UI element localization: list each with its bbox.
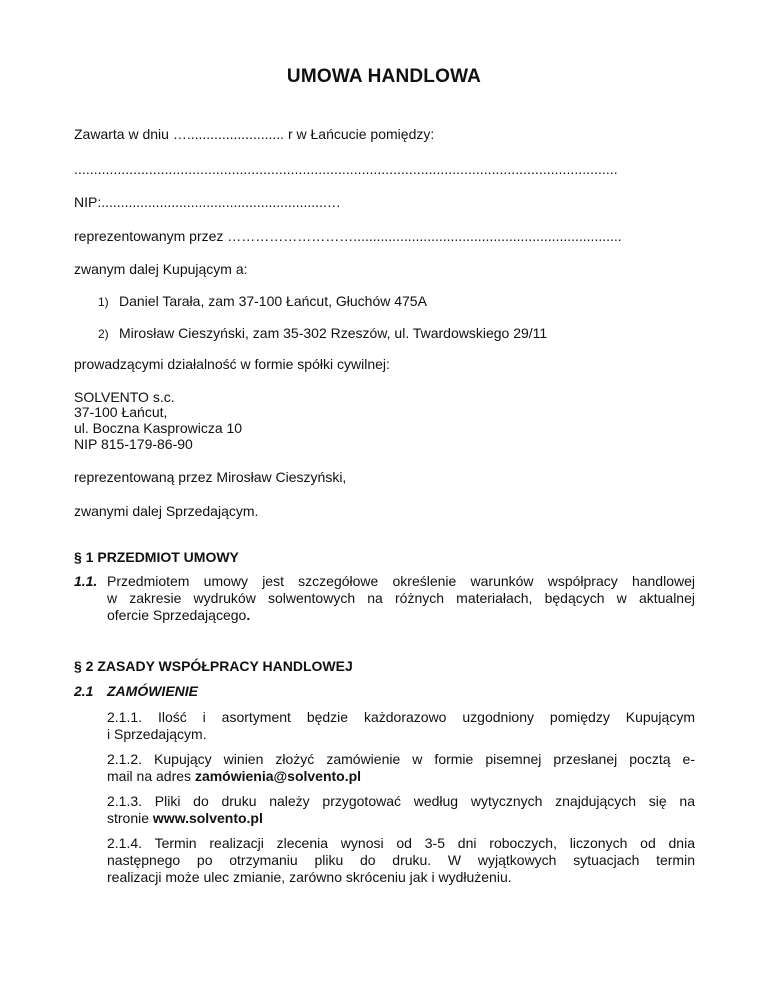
list-number: 2) <box>98 327 109 341</box>
text-span: stronie <box>107 810 153 826</box>
section2-heading: § 2 ZASADY WSPÓŁPRACY HANDLOWEJ <box>74 658 353 674</box>
section1-item-text <box>107 573 695 624</box>
section1-item-number: 1.1. <box>74 573 98 589</box>
text-line: w zakresie wydruków solwentowych na różnych materiałach, będących w aktualnej <box>107 590 695 606</box>
person-text: Mirosław Cieszyński, zam 35-302 Rzeszów, ul. Twardowskiego 29/11 <box>119 325 548 341</box>
text-line: 2.1.2. Kupujący winien złożyć zamówienie w formie pisemnej przesłanej pocztą e- <box>107 751 695 767</box>
text-line: 2.1.4. Termin realizacji zlecenia wynosi od 3-5 dni roboczych, liczonych od dnia <box>107 835 695 851</box>
text-line <box>107 768 695 785</box>
company-city: 37-100 Łańcut, <box>74 404 168 420</box>
text-span: mail na adres <box>107 768 195 784</box>
website-link: www.solvento.pl <box>152 810 263 826</box>
text-line <box>107 810 695 827</box>
text-line: Przedmiotem umowy jest szczegółowe określenie warunków współpracy handlowej <box>107 573 695 589</box>
document-title: UMOWA HANDLOWA <box>286 66 482 87</box>
person-text: Daniel Tarała, zam 37-100 Łańcut, Głuchów 475A <box>119 293 427 309</box>
intro-date-line: Zawarta w dniu …......................... r w Łańcucie pomiędzy: <box>74 126 435 142</box>
text-span: ofercie Sprzedającego <box>107 607 247 623</box>
text-line: i Sprzedającym. <box>107 726 207 742</box>
represented-by: reprezentowaną przez Mirosław Cieszyński, <box>74 469 347 485</box>
email-link: zamówienia@solvento.pl <box>194 768 362 784</box>
company-street: ul. Boczna Kasprowicza 10 <box>74 420 243 436</box>
section1-heading: § 1 PRZEDMIOT UMOWY <box>74 549 239 565</box>
clause-2-1-2 <box>107 751 695 785</box>
clause-2-1-4 <box>107 835 695 886</box>
text-line <box>107 607 695 624</box>
buyer-definition: zwanym dalej Kupującym a: <box>74 261 248 277</box>
company-nip: NIP 815-179-86-90 <box>74 436 193 452</box>
text-line: następnego po otrzymaniu pliku do druku. W wyjątkowych sytuacjach termin <box>107 852 695 868</box>
text-line: realizacji może ulec zmianie, zarówno skróceniu jak i wydłużeniu. <box>107 869 512 885</box>
person-list-item <box>74 325 547 343</box>
person-list-item <box>74 293 427 311</box>
subsection-title: ZAMÓWIENIE <box>107 683 198 699</box>
text-line: 2.1.3. Pliki do druku należy przygotować według wytycznych znajdujących się na <box>107 793 695 809</box>
seller-definition: zwanymi dalej Sprzedającym. <box>74 503 259 519</box>
represented-blank: reprezentowanym przez ………………………..................................................................... <box>74 228 622 244</box>
text-line: 2.1.1. Ilość i asortyment będzie każdorazowo uzgodniony pomiędzy Kupującym <box>107 709 695 725</box>
clause-2-1-3 <box>107 793 695 827</box>
clause-2-1-1 <box>107 709 695 743</box>
party-name-blank: .......................................................................................................................................... <box>74 161 618 177</box>
company-name: SOLVENTO s.c. <box>74 389 175 405</box>
business-form: prowadzącymi działalność w formie spółki cywilnej: <box>74 356 390 372</box>
subsection-number: 2.1 <box>74 683 94 699</box>
nip-blank: NIP:..........................................................… <box>74 194 341 210</box>
list-number: 1) <box>98 295 109 309</box>
text-span: . <box>246 607 251 623</box>
